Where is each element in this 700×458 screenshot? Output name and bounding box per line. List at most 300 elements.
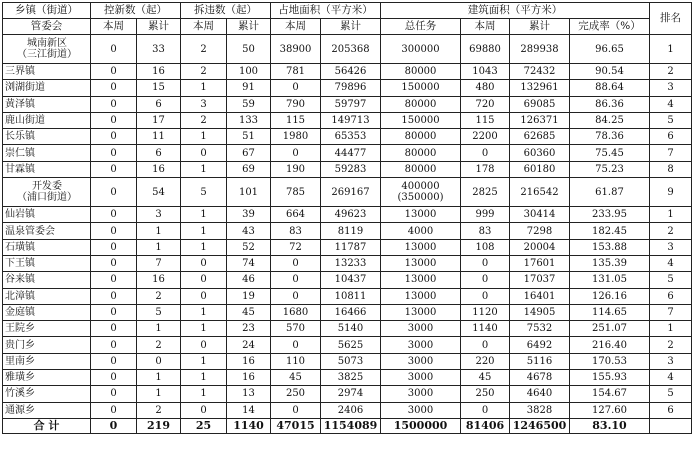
land-cumulative-value: 49623	[334, 209, 367, 221]
rank-value: 1	[667, 323, 674, 335]
cell-completion-rate	[570, 178, 650, 207]
chaiwei-this-week-value: 1	[200, 82, 207, 94]
cell-rank	[650, 321, 692, 337]
completion-rate-value: 233.95	[592, 209, 627, 221]
cell-rank	[650, 370, 692, 386]
cell-kongxin-cumulative	[137, 255, 181, 271]
township-name: 通源乡	[5, 404, 35, 416]
cell-rank	[650, 207, 692, 223]
header-cumulative: 累计	[137, 19, 181, 35]
cell-kongxin-cumulative	[137, 402, 181, 418]
kongxin-cumulative-value: 5	[155, 307, 162, 318]
township-name: 开发委	[32, 181, 62, 193]
land-cumulative-value: 3825	[337, 372, 364, 384]
table-row	[3, 255, 692, 271]
building-cumulative-value: 132961	[520, 82, 559, 94]
completion-rate-value: 153.88	[592, 241, 627, 253]
cell-kongxin-this-week	[91, 239, 137, 255]
cell-rank	[650, 304, 692, 320]
cell-kongxin-cumulative	[137, 145, 181, 161]
chaiwei-cumulative-value: 23	[242, 323, 255, 335]
cell-completion-rate	[570, 386, 650, 402]
cell-chaiwei-this-week	[181, 321, 227, 337]
cell-chaiwei-this-week	[181, 96, 227, 112]
total-completion-rate: 83.10	[570, 418, 650, 433]
header-township-sub: 管委会	[3, 19, 91, 35]
table-row	[3, 64, 692, 80]
cell-total-task	[381, 272, 461, 288]
cell-completion-rate	[570, 161, 650, 177]
cell-land-cumulative	[321, 145, 381, 161]
cell-kongxin-cumulative	[137, 35, 181, 64]
land-cumulative-value: 8119	[337, 225, 364, 237]
completion-rate-value: 154.67	[592, 388, 627, 400]
cell-land-cumulative	[321, 386, 381, 402]
cell-building-this-week	[461, 145, 510, 161]
building-this-week-value: 45	[478, 372, 492, 384]
cell-chaiwei-cumulative	[227, 129, 271, 145]
chaiwei-this-week-value: 0	[200, 274, 207, 286]
building-this-week-value: 0	[481, 339, 489, 351]
chaiwei-this-week-value: 0	[200, 147, 207, 159]
completion-rate-value: 135.39	[592, 258, 627, 270]
cell-kongxin-cumulative	[137, 178, 181, 207]
cell-building-cumulative	[510, 321, 570, 337]
building-cumulative-value: 4678	[526, 372, 553, 384]
cell-building-this-week	[461, 178, 510, 207]
cell-land-this-week	[271, 353, 321, 369]
completion-rate-value: 126.16	[592, 290, 627, 302]
cell-total-task	[381, 353, 461, 369]
cell-land-this-week	[271, 207, 321, 223]
kongxin-this-week-value: 0	[110, 323, 117, 335]
building-this-week-value: 220	[475, 355, 495, 367]
chaiwei-this-week-value: 1	[200, 323, 207, 335]
cell-kongxin-cumulative	[137, 370, 181, 386]
rank-value: 7	[667, 147, 674, 159]
land-cumulative-value: 59283	[334, 163, 367, 175]
land-cumulative-value: 44477	[334, 147, 367, 159]
land-this-week-value: 790	[285, 98, 306, 110]
township-name: 鹿山街道	[5, 115, 45, 127]
cell-completion-rate	[570, 272, 650, 288]
cell-chaiwei-this-week	[181, 272, 227, 288]
kongxin-this-week-value: 0	[110, 209, 117, 221]
cell-building-cumulative	[510, 129, 570, 145]
chaiwei-cumulative-value: 100	[238, 66, 259, 78]
cell-rank	[650, 239, 692, 255]
cell-land-this-week	[271, 272, 321, 288]
completion-rate-value: 90.54	[595, 66, 624, 78]
total-task-value: 13000	[404, 274, 437, 286]
cell-building-this-week	[461, 353, 510, 369]
cell-kongxin-this-week	[91, 402, 137, 418]
header-cumulative: 累计	[227, 19, 271, 35]
total-task-value: 13000	[404, 209, 437, 221]
cell-land-this-week	[271, 370, 321, 386]
header-township: 乡镇（街道）	[3, 3, 91, 19]
cell-kongxin-this-week	[91, 161, 137, 177]
cell-township	[3, 161, 91, 177]
cell-kongxin-this-week	[91, 178, 137, 207]
land-cumulative-value: 65353	[334, 131, 367, 143]
kongxin-this-week-value: 0	[110, 355, 117, 367]
kongxin-cumulative-value: 16	[152, 163, 165, 175]
table-row	[3, 321, 692, 337]
cell-kongxin-cumulative	[137, 207, 181, 223]
cell-land-this-week	[271, 288, 321, 304]
building-this-week-value: 1120	[472, 307, 498, 318]
rank-value: 2	[667, 225, 674, 237]
cell-building-this-week	[461, 337, 510, 353]
cell-completion-rate	[570, 288, 650, 304]
cell-building-this-week	[461, 35, 510, 64]
land-cumulative-value: 59797	[334, 98, 367, 110]
chaiwei-cumulative-value: 24	[242, 339, 255, 351]
township-name: 黄泽镇	[5, 98, 35, 110]
land-this-week-value: 570	[285, 323, 306, 335]
building-this-week-value: 69880	[469, 43, 501, 55]
cell-township	[3, 35, 91, 64]
total-task-value: 150000	[401, 115, 440, 127]
cell-land-this-week	[271, 145, 321, 161]
table-row	[3, 96, 692, 112]
total-task-value: 80000	[404, 131, 437, 143]
cell-chaiwei-cumulative	[227, 304, 271, 320]
cell-rank	[650, 402, 692, 418]
building-this-week-value: 0	[481, 147, 489, 159]
building-cumulative-value: 3828	[526, 404, 553, 416]
cell-kongxin-this-week	[91, 129, 137, 145]
cell-chaiwei-this-week	[181, 255, 227, 271]
cell-chaiwei-cumulative	[227, 288, 271, 304]
cell-total-task	[381, 129, 461, 145]
cell-rank	[650, 255, 692, 271]
chaiwei-cumulative-value: 67	[242, 147, 255, 159]
completion-rate-value: 155.93	[592, 372, 627, 384]
chaiwei-this-week-value: 1	[200, 372, 207, 384]
building-this-week-value: 0	[481, 404, 489, 416]
rank-value: 6	[667, 290, 674, 302]
cell-rank	[650, 35, 692, 64]
header-rank: 排名	[650, 3, 692, 35]
cell-building-cumulative	[510, 304, 570, 320]
header-cumulative: 累计	[321, 19, 381, 35]
total-task-value: 3000	[407, 339, 434, 351]
land-cumulative-value: 5140	[337, 323, 364, 335]
kongxin-this-week-value: 0	[110, 82, 117, 94]
cell-completion-rate	[570, 35, 650, 64]
cell-kongxin-cumulative	[137, 353, 181, 369]
kongxin-this-week-value: 0	[110, 388, 117, 400]
cell-township	[3, 337, 91, 353]
chaiwei-cumulative-value: 19	[242, 290, 255, 302]
header-this-week: 本周	[91, 19, 137, 35]
cell-kongxin-this-week	[91, 145, 137, 161]
building-cumulative-value: 5116	[526, 355, 553, 367]
rank-value: 4	[667, 258, 674, 270]
land-this-week-value: 38900	[279, 43, 312, 55]
township-name: 金庭镇	[5, 307, 35, 318]
kongxin-this-week-value: 0	[110, 115, 117, 127]
cell-chaiwei-this-week	[181, 337, 227, 353]
cell-building-cumulative	[510, 370, 570, 386]
land-cumulative-value: 269167	[331, 186, 370, 198]
cell-chaiwei-cumulative	[227, 402, 271, 418]
township-name-sub: （浦口街道）	[17, 192, 77, 204]
cell-kongxin-cumulative	[137, 64, 181, 80]
header-completion-rate: 完成率（%）	[570, 19, 650, 35]
cell-chaiwei-cumulative	[227, 145, 271, 161]
cell-building-cumulative	[510, 239, 570, 255]
cell-land-cumulative	[321, 112, 381, 128]
header-building-area: 建筑面积（平方米）	[381, 3, 650, 19]
cell-township	[3, 96, 91, 112]
cell-building-cumulative	[510, 402, 570, 418]
cell-land-cumulative	[321, 337, 381, 353]
township-name: 里南乡	[5, 355, 35, 367]
cell-chaiwei-this-week	[181, 353, 227, 369]
cell-completion-rate	[570, 223, 650, 239]
cell-completion-rate	[570, 96, 650, 112]
rank-value: 5	[667, 274, 674, 286]
cell-township	[3, 272, 91, 288]
cell-land-this-week	[271, 239, 321, 255]
cell-total-task	[381, 288, 461, 304]
cell-building-this-week	[461, 223, 510, 239]
kongxin-cumulative-value: 7	[155, 258, 162, 270]
cell-kongxin-cumulative	[137, 112, 181, 128]
cell-building-cumulative	[510, 207, 570, 223]
land-this-week-value: 0	[292, 274, 299, 286]
cell-chaiwei-this-week	[181, 145, 227, 161]
completion-rate-value: 78.36	[595, 131, 624, 143]
chaiwei-cumulative-value: 45	[242, 307, 255, 318]
land-this-week-value: 45	[289, 372, 302, 384]
cell-total-task	[381, 239, 461, 255]
cell-land-cumulative	[321, 129, 381, 145]
total-chaiwei-this-week: 25	[181, 418, 227, 433]
kongxin-cumulative-value: 6	[155, 98, 162, 110]
completion-rate-value: 114.65	[592, 307, 627, 318]
header-this-week: 本周	[181, 19, 227, 35]
completion-rate-value: 182.45	[592, 225, 627, 237]
cell-chaiwei-this-week	[181, 207, 227, 223]
chaiwei-this-week-value: 1	[200, 307, 207, 318]
building-cumulative-value: 4640	[526, 388, 553, 400]
completion-rate-value: 131.05	[592, 274, 627, 286]
kongxin-cumulative-value: 11	[152, 131, 165, 143]
cell-chaiwei-this-week	[181, 304, 227, 320]
cell-chaiwei-cumulative	[227, 255, 271, 271]
total-task-value: 150000	[401, 82, 440, 94]
total-total-label: 合 计	[3, 418, 91, 433]
cell-kongxin-this-week	[91, 80, 137, 96]
chaiwei-cumulative-value: 51	[242, 131, 255, 143]
land-cumulative-value: 5073	[337, 355, 364, 367]
building-this-week-value: 1043	[472, 66, 498, 78]
building-this-week-value: 480	[475, 82, 495, 94]
cell-chaiwei-cumulative	[227, 64, 271, 80]
cell-land-cumulative	[321, 304, 381, 320]
cell-land-cumulative	[321, 223, 381, 239]
total-building-cumulative: 1246500	[510, 418, 570, 433]
cell-completion-rate	[570, 402, 650, 418]
building-cumulative-value: 20004	[523, 241, 556, 253]
chaiwei-this-week-value: 2	[200, 115, 207, 127]
building-cumulative-value: 17037	[523, 274, 556, 286]
cell-township	[3, 145, 91, 161]
cell-chaiwei-this-week	[181, 129, 227, 145]
cell-building-cumulative	[510, 255, 570, 271]
cell-land-cumulative	[321, 370, 381, 386]
cell-completion-rate	[570, 255, 650, 271]
cell-building-this-week	[461, 80, 510, 96]
table-row	[3, 304, 692, 320]
chaiwei-this-week-value: 0	[200, 258, 207, 270]
header-this-week: 本周	[271, 19, 321, 35]
rank-value: 3	[667, 82, 674, 94]
cell-land-this-week	[271, 112, 321, 128]
cell-completion-rate	[570, 145, 650, 161]
cell-total-task	[381, 80, 461, 96]
building-this-week-value: 178	[475, 163, 495, 175]
cell-rank	[650, 64, 692, 80]
total-row	[3, 418, 692, 433]
completion-rate-value: 127.60	[592, 404, 627, 416]
completion-rate-value: 86.36	[595, 98, 624, 110]
cell-rank	[650, 272, 692, 288]
chaiwei-this-week-value: 0	[200, 290, 207, 302]
cell-total-task	[381, 321, 461, 337]
cell-building-this-week	[461, 64, 510, 80]
rank-value: 1	[667, 209, 674, 221]
cell-chaiwei-cumulative	[227, 337, 271, 353]
kongxin-cumulative-value: 1	[155, 241, 162, 253]
cell-building-cumulative	[510, 145, 570, 161]
kongxin-cumulative-value: 17	[152, 115, 165, 127]
table-row	[3, 129, 692, 145]
cell-building-this-week	[461, 272, 510, 288]
chaiwei-this-week-value: 1	[200, 163, 207, 175]
cell-land-cumulative	[321, 321, 381, 337]
cell-total-task	[381, 386, 461, 402]
cell-completion-rate	[570, 370, 650, 386]
cell-chaiwei-this-week	[181, 402, 227, 418]
completion-rate-value: 251.07	[592, 323, 627, 335]
cell-total-task	[381, 112, 461, 128]
cell-building-this-week	[461, 112, 510, 128]
cell-building-this-week	[461, 161, 510, 177]
chaiwei-this-week-value: 1	[200, 209, 207, 221]
building-this-week-value: 2200	[472, 131, 498, 143]
cell-building-cumulative	[510, 80, 570, 96]
chaiwei-cumulative-value: 13	[242, 388, 255, 400]
kongxin-this-week-value: 0	[110, 66, 117, 78]
cell-total-task	[381, 96, 461, 112]
table-body	[3, 35, 692, 434]
cell-building-cumulative	[510, 272, 570, 288]
kongxin-cumulative-value: 16	[152, 274, 165, 286]
land-this-week-value: 781	[285, 66, 306, 78]
cell-township	[3, 321, 91, 337]
chaiwei-this-week-value: 5	[200, 186, 207, 198]
chaiwei-this-week-value: 1	[200, 241, 207, 253]
land-cumulative-value: 79896	[334, 82, 367, 94]
chaiwei-cumulative-value: 16	[242, 355, 255, 367]
total-task-value: 13000	[404, 241, 437, 253]
cell-completion-rate	[570, 80, 650, 96]
header-land-area: 占地面积（平方米）	[271, 3, 381, 19]
township-name: 雅璜乡	[5, 372, 35, 384]
cell-total-task	[381, 370, 461, 386]
chaiwei-cumulative-value: 69	[242, 163, 255, 175]
cell-chaiwei-cumulative	[227, 370, 271, 386]
kongxin-this-week-value: 0	[110, 163, 117, 175]
cell-chaiwei-this-week	[181, 178, 227, 207]
kongxin-this-week-value: 0	[110, 290, 117, 302]
land-this-week-value: 1680	[282, 307, 309, 318]
table-row	[3, 145, 692, 161]
cell-total-task	[381, 64, 461, 80]
rank-value: 6	[667, 404, 674, 416]
cell-land-cumulative	[321, 64, 381, 80]
cell-kongxin-cumulative	[137, 304, 181, 320]
land-this-week-value: 250	[285, 388, 306, 400]
chaiwei-cumulative-value: 16	[242, 372, 255, 384]
land-this-week-value: 190	[285, 163, 306, 175]
building-this-week-value: 115	[475, 115, 495, 127]
cell-completion-rate	[570, 239, 650, 255]
township-name-sub: （三江街道）	[17, 49, 77, 60]
cell-chaiwei-cumulative	[227, 223, 271, 239]
chaiwei-this-week-value: 1	[200, 388, 207, 400]
cell-township	[3, 288, 91, 304]
building-cumulative-value: 14905	[523, 307, 556, 318]
cell-kongxin-cumulative	[137, 288, 181, 304]
building-this-week-value: 0	[481, 290, 489, 302]
total-building-this-week: 81406	[461, 418, 510, 433]
building-cumulative-value: 289938	[520, 43, 559, 55]
cell-kongxin-this-week	[91, 255, 137, 271]
township-name: 下王镇	[5, 258, 35, 270]
cell-completion-rate	[570, 64, 650, 80]
cell-completion-rate	[570, 112, 650, 128]
rank-value: 2	[667, 339, 674, 351]
table-row	[3, 353, 692, 369]
cell-rank	[650, 80, 692, 96]
cell-chaiwei-this-week	[181, 370, 227, 386]
kongxin-cumulative-value: 0	[155, 355, 162, 367]
cell-building-cumulative	[510, 35, 570, 64]
cell-building-cumulative	[510, 223, 570, 239]
building-cumulative-value: 6492	[526, 339, 553, 351]
cell-rank	[650, 96, 692, 112]
land-cumulative-value: 5625	[337, 339, 364, 351]
land-cumulative-value: 16466	[334, 307, 367, 318]
kongxin-this-week-value: 0	[110, 404, 117, 416]
cell-land-this-week	[271, 255, 321, 271]
cell-completion-rate	[570, 304, 650, 320]
total-task-value: 3000	[407, 372, 434, 384]
township-name: 崇仁镇	[5, 147, 35, 159]
cell-land-this-week	[271, 178, 321, 207]
building-cumulative-value: 60180	[523, 163, 556, 175]
cell-land-this-week	[271, 96, 321, 112]
township-name: 浏湖街道	[5, 82, 45, 94]
land-this-week-value: 115	[285, 115, 306, 127]
building-this-week-value: 250	[475, 388, 495, 400]
